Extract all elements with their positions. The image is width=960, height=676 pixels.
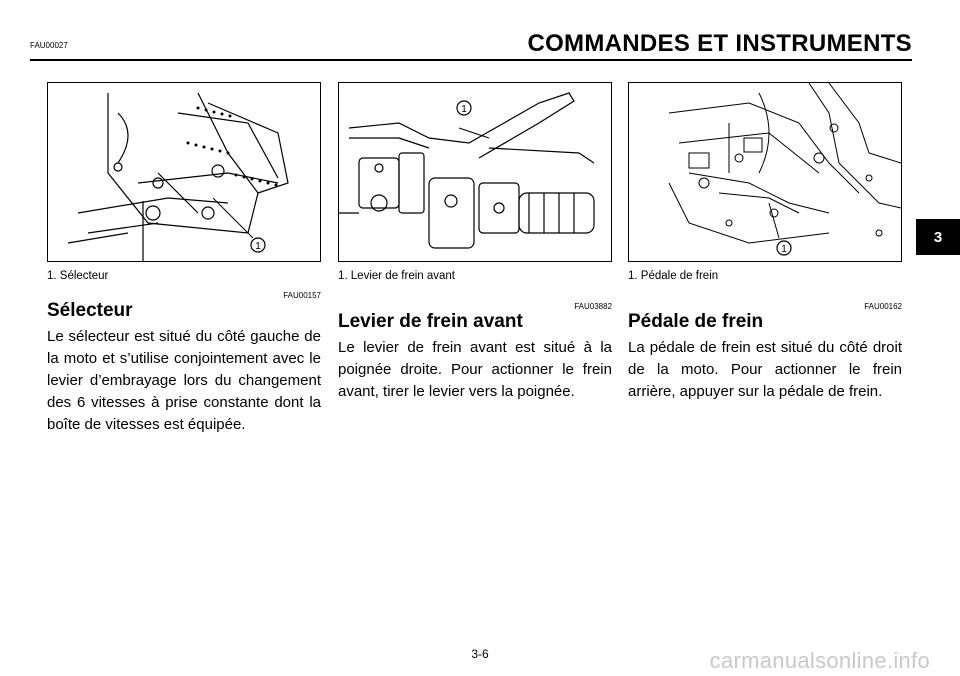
figure-caption: 1. Sélecteur — [47, 270, 109, 282]
section-code: FAU03882 — [574, 302, 612, 311]
shift-lever-illustration — [48, 83, 320, 261]
chapter-tab[interactable]: 3 — [916, 219, 960, 255]
header-code: FAU00027 — [30, 41, 68, 50]
section-body: Le sélecteur est situé du côté gauche de la moto et s’utilise conjointement avec le levier d’embrayage lors du changement des 6 vitesses à prise constante dont la boîte de vitesses est équipée. — [47, 328, 321, 433]
section-code: FAU00157 — [283, 291, 321, 300]
section-levier-frein-avant — [338, 82, 612, 403]
figure-selecteur — [47, 82, 321, 262]
header-rule — [30, 59, 912, 61]
brake-pedal-illustration — [629, 83, 901, 261]
section-body: La pédale de frein est situé du côté droit de la moto. Pour actionner le frein arrière, appuyer sur la pédale de frein. — [628, 339, 902, 400]
section-pedale-frein — [628, 82, 902, 403]
page-title: COMMANDES ET INSTRUMENTS — [527, 30, 912, 57]
section-code: FAU00162 — [864, 302, 902, 311]
callout-1: 1 — [461, 104, 467, 115]
callout-1: 1 — [781, 244, 787, 255]
section-heading: Sélecteur — [47, 300, 133, 321]
section-selecteur — [47, 82, 321, 436]
figure-caption: 1. Levier de frein avant — [338, 270, 455, 282]
figure-levier-frein-avant — [338, 82, 612, 262]
watermark[interactable]: carmanualsonline.info — [709, 648, 930, 673]
section-body: Le levier de frein avant est situé à la poignée droite. Pour actionner le frein avant, tirer le levier vers la poignée. — [338, 339, 612, 400]
section-heading: Pédale de frein — [628, 311, 764, 332]
callout-1: 1 — [255, 241, 261, 252]
figure-pedale-frein — [628, 82, 902, 262]
brake-lever-illustration — [339, 83, 611, 261]
page-number: 3-6 — [471, 647, 489, 661]
section-heading: Levier de frein avant — [338, 311, 523, 332]
figure-caption: 1. Pédale de frein — [628, 270, 719, 282]
